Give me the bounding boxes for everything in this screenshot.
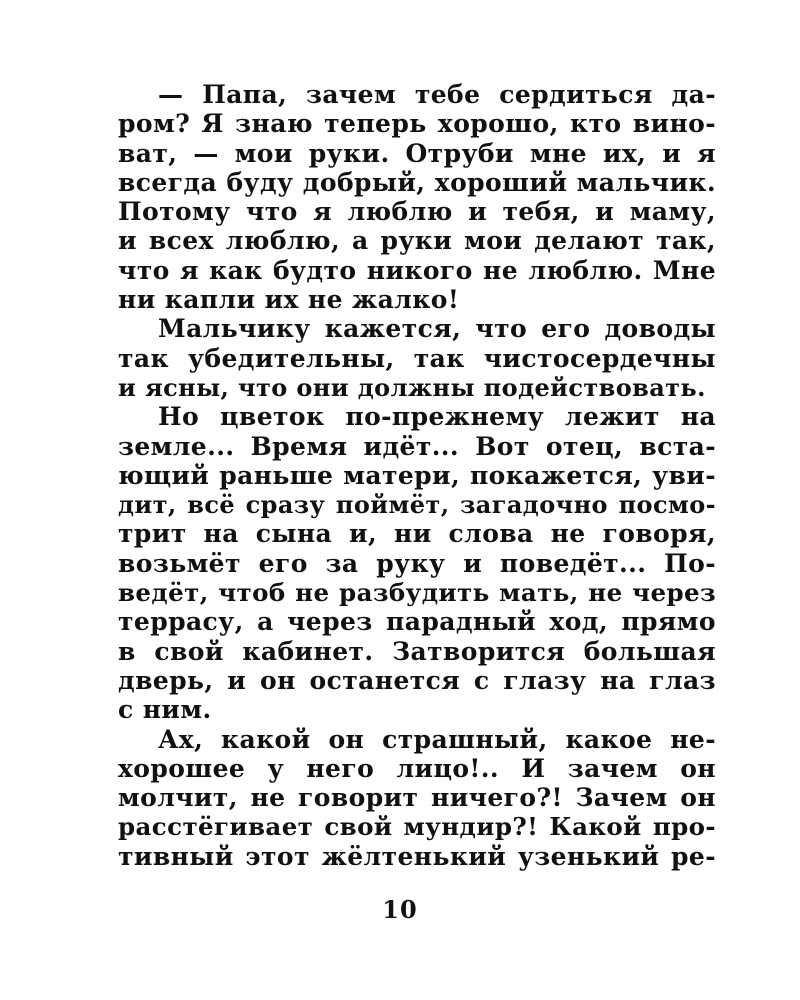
text-line: ни капли их не жалко!	[118, 285, 460, 315]
text-line: земле... Время идёт... Вот отец, вста-	[118, 431, 716, 461]
text-line: расстёгивает свой мундир?! Какой про-	[118, 812, 716, 842]
text-line: в свой кабинет. Затворится большая	[118, 636, 716, 666]
text-line: и ясны, что они должны подействовать.	[118, 372, 706, 402]
text-line: ющий раньше матери, покажется, уви-	[118, 460, 716, 490]
text-line: Но цветок по-прежнему лежит на	[158, 402, 716, 432]
paragraph	[118, 402, 716, 724]
text-line: террасу, а через парадный ход, прямо	[118, 607, 716, 637]
paragraph	[118, 314, 716, 402]
text-line: тивный этот жёлтенький узенький ре-	[118, 841, 716, 871]
text-line: — Папа, зачем тебе сердиться да-	[158, 80, 716, 109]
text-line: с ним.	[118, 695, 212, 725]
text-line: дверь, и он останется с глазу на глаз	[118, 665, 716, 695]
text-line: ром? Я знаю теперь хорошо, кто вино-	[118, 109, 716, 139]
paragraph	[118, 80, 716, 314]
text-line: ват, — мои руки. Отруби мне их, и я	[118, 138, 716, 168]
text-line: и всех люблю, а руки мои делают так,	[118, 226, 716, 256]
text-line: Мальчику кажется, что его доводы	[158, 314, 716, 344]
text-line: дит, всё сразу поймёт, загадочно посмо-	[118, 490, 716, 520]
text-line: хорошее у него лицо!.. И зачем он	[118, 753, 716, 783]
page-number: 10	[382, 895, 418, 924]
text-line: молчит, не говорит ничего?! Зачем он	[118, 783, 716, 813]
text-line: трит на сына и, ни слова не говоря,	[118, 519, 716, 549]
text-line: Потому что я люблю и тебя, и маму,	[118, 197, 716, 227]
text-line: ведёт, чтоб не разбудить мать, не через	[118, 578, 716, 608]
text-line: так убедительны, так чистосердечны	[118, 343, 716, 373]
text-line: возьмёт его за руку и поведёт... По-	[118, 548, 716, 578]
text-line: Ах, какой он страшный, какое не-	[158, 724, 716, 754]
paragraph	[118, 725, 716, 871]
body-text	[118, 80, 716, 871]
text-line: что я как будто никого не люблю. Мне	[118, 255, 716, 285]
text-line: всегда буду добрый, хороший мальчик.	[118, 167, 716, 197]
